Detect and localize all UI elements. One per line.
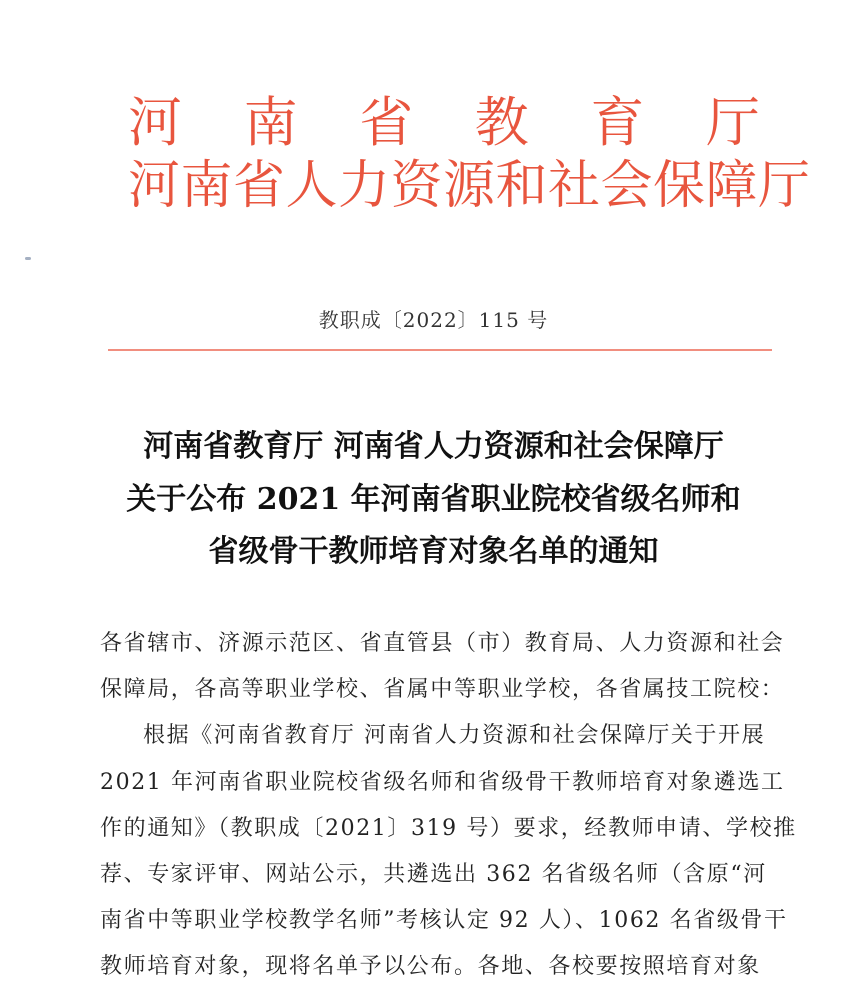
body-paragraph-line: 教师培育对象，现将名单予以公布。各地、各校要按照培育对象 (100, 954, 761, 979)
body-paragraph-line: 2021 年河南省职业院校省级名师和省级骨干教师培育对象遴选工 (100, 770, 785, 795)
letterhead-char: 省 (359, 91, 414, 154)
body-paragraph-line: 荐、专家评审、网站公示，共遴选出 362 名省级名师（含原“河 (100, 862, 767, 887)
letterhead-text: 河南省人力资源和社会保障厅 (128, 156, 811, 216)
document-title-line-2: 关于公布 2021 年河南省职业院校省级名师和 (126, 482, 741, 517)
letterhead-line-hrss-dept (128, 156, 811, 216)
scan-speck (25, 257, 31, 260)
body-paragraph-line: 作的通知》（教职成〔2021〕319 号）要求，经教师申请、学校推 (100, 816, 797, 841)
letterhead-char: 教 (474, 91, 529, 154)
document-title-line-3: 省级骨干教师培育对象名单的通知 (208, 534, 659, 569)
letterhead-char: 南 (243, 91, 298, 154)
addressee-line-1: 各省辖市、济源示范区、省直管县（市）教育局、人力资源和社会 (100, 631, 785, 656)
addressee-line-2: 保障局，各高等职业学校、省属中等职业学校，各省属技工院校： (100, 677, 785, 702)
document-title-line-1: 河南省教育厅 河南省人力资源和社会保障厅 (143, 429, 724, 464)
letterhead-char: 河 (128, 91, 182, 154)
letterhead-char: 育 (590, 91, 645, 154)
letterhead-char: 厅 (705, 91, 760, 154)
document-number: 教职成〔2022〕115 号 (318, 308, 549, 332)
body-paragraph-line: 南省中等职业学校教学名师”考核认定 92 人）、1062 名省级骨干 (100, 908, 788, 933)
body-paragraph-line: 根据《河南省教育厅 河南省人力资源和社会保障厅关于开展 (143, 723, 766, 748)
red-divider-rule (108, 349, 772, 351)
letterhead-line-education-dept (128, 91, 760, 154)
